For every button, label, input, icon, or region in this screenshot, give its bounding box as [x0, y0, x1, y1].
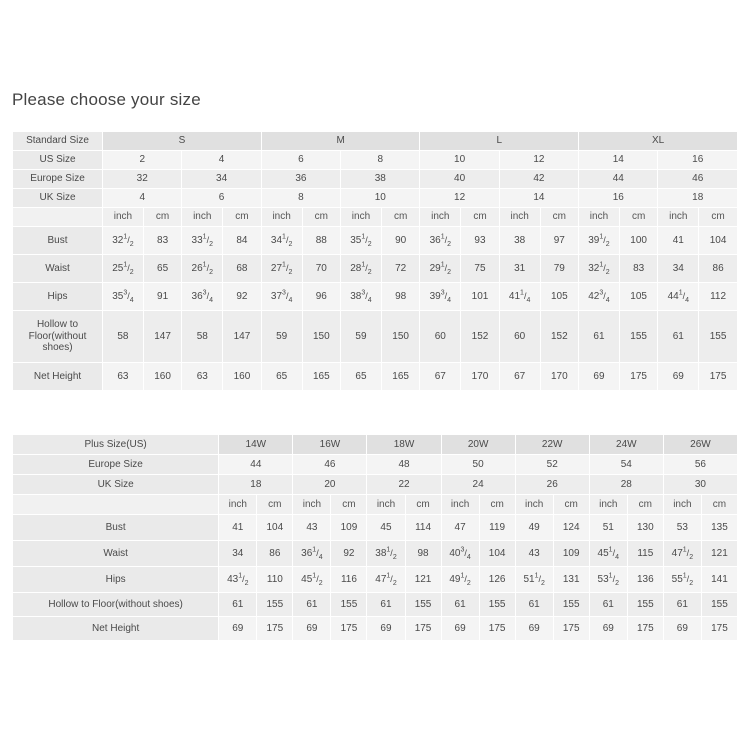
net-height-cell: 175 — [553, 617, 589, 641]
europe-size-cell: 48 — [367, 455, 441, 475]
hollow-cell: 58 — [103, 311, 144, 363]
uk-size-cell: 20 — [293, 475, 367, 495]
row-label-europe-size: Europe Size — [13, 170, 103, 189]
bust-cell: 47 — [441, 515, 479, 541]
hollow-cell: 61 — [658, 311, 699, 363]
unit-cell: cm — [223, 208, 262, 227]
bust-cell: $39^1/_2$ — [579, 227, 620, 255]
uk-size-cell: 4 — [103, 189, 182, 208]
hollow-cell: 60 — [420, 311, 461, 363]
unit-cell: inch — [441, 495, 479, 515]
us-size-cell: 14 — [579, 151, 658, 170]
waist-cell: 65 — [143, 255, 182, 283]
row-label-plus-size: Plus Size(US) — [13, 435, 219, 455]
waist-cell: $45^1/_4$ — [589, 541, 627, 567]
unit-cell: inch — [103, 208, 144, 227]
us-size-cell: 16 — [658, 151, 738, 170]
uk-size-cell: 26 — [515, 475, 589, 495]
us-size-cell: 12 — [499, 151, 578, 170]
waist-cell: 79 — [540, 255, 579, 283]
waist-cell: $36^1/_4$ — [293, 541, 331, 567]
unit-cell: cm — [627, 495, 663, 515]
net-height-cell: 69 — [658, 363, 699, 391]
net-height-cell: 69 — [367, 617, 405, 641]
hollow-cell: 61 — [293, 593, 331, 617]
waist-cell: 34 — [658, 255, 699, 283]
net-height-cell: 160 — [223, 363, 262, 391]
uk-size-cell: 14 — [499, 189, 578, 208]
bust-cell: 45 — [367, 515, 405, 541]
bust-cell: 124 — [553, 515, 589, 541]
uk-size-cell: 12 — [420, 189, 499, 208]
net-height-cell: 170 — [540, 363, 579, 391]
table-row — [13, 567, 738, 593]
hips-cell: $49^1/_2$ — [441, 567, 479, 593]
waist-cell: 43 — [515, 541, 553, 567]
hollow-cell: 147 — [223, 311, 262, 363]
hips-cell: $51^1/_2$ — [515, 567, 553, 593]
bust-cell: 90 — [381, 227, 420, 255]
table-row — [13, 311, 738, 363]
table-row — [13, 515, 738, 541]
bust-cell: 114 — [405, 515, 441, 541]
hips-cell: $45^1/_2$ — [293, 567, 331, 593]
plus-size-cell: 22W — [515, 435, 589, 455]
table-row — [13, 170, 738, 189]
unit-cell: inch — [515, 495, 553, 515]
europe-size-cell: 46 — [658, 170, 738, 189]
hollow-cell: 61 — [219, 593, 257, 617]
uk-size-cell: 18 — [658, 189, 738, 208]
hips-cell: $35^3/_4$ — [103, 283, 144, 311]
unit-cell: inch — [658, 208, 699, 227]
europe-size-cell: 34 — [182, 170, 261, 189]
europe-size-cell: 44 — [579, 170, 658, 189]
unit-cell: cm — [553, 495, 589, 515]
row-label-hips: Hips — [13, 283, 103, 311]
net-height-cell: 165 — [381, 363, 420, 391]
waist-cell: 86 — [257, 541, 293, 567]
bust-cell: 88 — [302, 227, 341, 255]
unit-cell: cm — [540, 208, 579, 227]
net-height-cell: 175 — [257, 617, 293, 641]
bust-cell: 38 — [499, 227, 540, 255]
waist-cell: 68 — [223, 255, 262, 283]
uk-size-cell: 16 — [579, 189, 658, 208]
unit-cell: cm — [143, 208, 182, 227]
hips-cell: 141 — [701, 567, 737, 593]
table-row — [13, 435, 738, 455]
unit-cell: cm — [479, 495, 515, 515]
europe-size-cell: 36 — [261, 170, 340, 189]
hips-cell: 116 — [331, 567, 367, 593]
bust-cell: 41 — [658, 227, 699, 255]
table-row — [13, 151, 738, 170]
europe-size-cell: 44 — [219, 455, 293, 475]
unit-cell: inch — [182, 208, 223, 227]
page-title: Please choose your size — [12, 90, 201, 109]
hips-cell: 92 — [223, 283, 262, 311]
row-label-bust: Bust — [13, 227, 103, 255]
waist-cell: 75 — [461, 255, 500, 283]
hips-cell: 131 — [553, 567, 589, 593]
bust-cell: 135 — [701, 515, 737, 541]
hollow-cell: 150 — [302, 311, 341, 363]
uk-size-cell: 22 — [367, 475, 441, 495]
plus-size-cell: 16W — [293, 435, 367, 455]
net-height-cell: 175 — [405, 617, 441, 641]
plus-size-cell: 20W — [441, 435, 515, 455]
hips-cell: $47^1/_2$ — [367, 567, 405, 593]
bust-cell: $35^1/_2$ — [341, 227, 382, 255]
hollow-cell: 155 — [701, 593, 737, 617]
bust-cell: $36^1/_2$ — [420, 227, 461, 255]
table-row — [13, 617, 738, 641]
unit-cell: cm — [405, 495, 441, 515]
hollow-cell: 60 — [499, 311, 540, 363]
hollow-cell: 61 — [441, 593, 479, 617]
net-height-cell: 69 — [589, 617, 627, 641]
unit-cell: cm — [302, 208, 341, 227]
hips-cell: 96 — [302, 283, 341, 311]
europe-size-cell: 42 — [499, 170, 578, 189]
group-l: L — [420, 132, 579, 151]
table-row — [13, 475, 738, 495]
group-m: M — [261, 132, 420, 151]
unit-cell: cm — [381, 208, 420, 227]
hollow-cell: 61 — [663, 593, 701, 617]
bust-cell: 49 — [515, 515, 553, 541]
hips-cell: 98 — [381, 283, 420, 311]
row-label-europe-size: Europe Size — [13, 455, 219, 475]
bust-cell: 93 — [461, 227, 500, 255]
unit-cell: inch — [261, 208, 302, 227]
net-height-cell: 165 — [302, 363, 341, 391]
uk-size-cell: 8 — [261, 189, 340, 208]
europe-size-cell: 54 — [589, 455, 663, 475]
europe-size-cell: 56 — [663, 455, 737, 475]
hollow-cell: 61 — [515, 593, 553, 617]
hollow-cell: 155 — [405, 593, 441, 617]
table-row — [13, 363, 738, 391]
waist-cell: 104 — [479, 541, 515, 567]
bust-cell: 83 — [143, 227, 182, 255]
row-label-uk-size: UK Size — [13, 189, 103, 208]
unit-cell: inch — [579, 208, 620, 227]
bust-cell: 53 — [663, 515, 701, 541]
net-height-cell: 175 — [699, 363, 738, 391]
plus-size-cell: 24W — [589, 435, 663, 455]
hollow-cell: 61 — [579, 311, 620, 363]
hips-cell: $43^1/_2$ — [219, 567, 257, 593]
unit-cell: cm — [701, 495, 737, 515]
unit-cell: inch — [589, 495, 627, 515]
hips-cell: 105 — [619, 283, 658, 311]
waist-cell: $29^1/_2$ — [420, 255, 461, 283]
waist-cell: 86 — [699, 255, 738, 283]
waist-cell: $47^1/_2$ — [663, 541, 701, 567]
waist-cell: 72 — [381, 255, 420, 283]
row-label-us-size: US Size — [13, 151, 103, 170]
unit-cell: inch — [663, 495, 701, 515]
row-label-waist: Waist — [13, 255, 103, 283]
bust-cell: 51 — [589, 515, 627, 541]
europe-size-cell: 38 — [341, 170, 420, 189]
hollow-cell: 155 — [553, 593, 589, 617]
hollow-cell: 58 — [182, 311, 223, 363]
us-size-cell: 4 — [182, 151, 261, 170]
table-row — [13, 593, 738, 617]
net-height-cell: 175 — [479, 617, 515, 641]
waist-cell: 70 — [302, 255, 341, 283]
waist-cell: $32^1/_2$ — [579, 255, 620, 283]
hollow-cell: 155 — [699, 311, 738, 363]
standard-size-table — [12, 131, 738, 391]
row-label-hollow-to-floor: Hollow to Floor(without shoes) — [13, 311, 103, 363]
table-row — [13, 208, 738, 227]
europe-size-cell: 40 — [420, 170, 499, 189]
bust-cell: 41 — [219, 515, 257, 541]
net-height-cell: 175 — [619, 363, 658, 391]
uk-size-cell: 18 — [219, 475, 293, 495]
waist-cell: $28^1/_2$ — [341, 255, 382, 283]
hips-cell: 126 — [479, 567, 515, 593]
uk-size-cell: 30 — [663, 475, 737, 495]
europe-size-cell: 52 — [515, 455, 589, 475]
table-row — [13, 227, 738, 255]
net-height-cell: 63 — [103, 363, 144, 391]
hips-cell: $36^3/_4$ — [182, 283, 223, 311]
net-height-cell: 65 — [341, 363, 382, 391]
hips-cell: $42^3/_4$ — [579, 283, 620, 311]
hips-cell: 112 — [699, 283, 738, 311]
table-row — [13, 132, 738, 151]
table-row — [13, 541, 738, 567]
hips-cell: $41^1/_4$ — [499, 283, 540, 311]
plus-size-cell: 18W — [367, 435, 441, 455]
unit-cell: cm — [619, 208, 658, 227]
unit-cell: cm — [699, 208, 738, 227]
plus-size-table — [12, 434, 738, 641]
europe-size-cell: 46 — [293, 455, 367, 475]
waist-cell: 121 — [701, 541, 737, 567]
europe-size-cell: 50 — [441, 455, 515, 475]
bust-cell: 104 — [699, 227, 738, 255]
table-row — [13, 283, 738, 311]
us-size-cell: 6 — [261, 151, 340, 170]
bust-cell: 104 — [257, 515, 293, 541]
hips-cell: 105 — [540, 283, 579, 311]
hollow-cell: 155 — [479, 593, 515, 617]
bust-cell: 109 — [331, 515, 367, 541]
hollow-cell: 150 — [381, 311, 420, 363]
bust-cell: $32^1/_2$ — [103, 227, 144, 255]
waist-cell: $27^1/_2$ — [261, 255, 302, 283]
net-height-cell: 170 — [461, 363, 500, 391]
bust-cell: $34^1/_2$ — [261, 227, 302, 255]
plus-size-cell: 14W — [219, 435, 293, 455]
net-height-cell: 175 — [701, 617, 737, 641]
hollow-cell: 155 — [627, 593, 663, 617]
uk-size-cell: 24 — [441, 475, 515, 495]
bust-cell: 43 — [293, 515, 331, 541]
net-height-cell: 69 — [219, 617, 257, 641]
hips-cell: 101 — [461, 283, 500, 311]
net-height-cell: 175 — [627, 617, 663, 641]
us-size-cell: 2 — [103, 151, 182, 170]
row-label-net-height: Net Height — [13, 363, 103, 391]
unit-cell: cm — [257, 495, 293, 515]
hips-cell: $38^3/_4$ — [341, 283, 382, 311]
hollow-cell: 152 — [461, 311, 500, 363]
row-label-hollow-to-floor: Hollow to Floor(without shoes) — [13, 593, 219, 617]
waist-cell: $40^3/_4$ — [441, 541, 479, 567]
net-height-cell: 160 — [143, 363, 182, 391]
hips-cell: $53^1/_2$ — [589, 567, 627, 593]
unit-cell: inch — [293, 495, 331, 515]
plus-size-cell: 26W — [663, 435, 737, 455]
bust-cell: 130 — [627, 515, 663, 541]
hollow-cell: 59 — [261, 311, 302, 363]
row-label-waist: Waist — [13, 541, 219, 567]
group-s: S — [103, 132, 262, 151]
net-height-cell: 69 — [293, 617, 331, 641]
table-row — [13, 189, 738, 208]
hollow-cell: 155 — [257, 593, 293, 617]
hollow-cell: 155 — [331, 593, 367, 617]
group-xl: XL — [579, 132, 738, 151]
net-height-cell: 69 — [663, 617, 701, 641]
unit-cell: inch — [219, 495, 257, 515]
bust-cell: $33^1/_2$ — [182, 227, 223, 255]
hollow-cell: 59 — [341, 311, 382, 363]
bust-cell: 84 — [223, 227, 262, 255]
table-row — [13, 495, 738, 515]
waist-cell: 34 — [219, 541, 257, 567]
hollow-cell: 152 — [540, 311, 579, 363]
waist-cell: 83 — [619, 255, 658, 283]
unit-cell: inch — [499, 208, 540, 227]
hips-cell: 136 — [627, 567, 663, 593]
unit-cell: inch — [341, 208, 382, 227]
waist-cell: 115 — [627, 541, 663, 567]
row-label-standard-size: Standard Size — [13, 132, 103, 151]
table-row — [13, 255, 738, 283]
uk-size-cell: 6 — [182, 189, 261, 208]
waist-cell: 109 — [553, 541, 589, 567]
hollow-cell: 147 — [143, 311, 182, 363]
unit-cell: inch — [367, 495, 405, 515]
hips-cell: $44^1/_4$ — [658, 283, 699, 311]
hips-cell: $39^3/_4$ — [420, 283, 461, 311]
row-label-hips: Hips — [13, 567, 219, 593]
net-height-cell: 67 — [420, 363, 461, 391]
net-height-cell: 65 — [261, 363, 302, 391]
net-height-cell: 69 — [441, 617, 479, 641]
us-size-cell: 8 — [341, 151, 420, 170]
us-size-cell: 10 — [420, 151, 499, 170]
unit-row-label — [13, 495, 219, 515]
waist-cell: $26^1/_2$ — [182, 255, 223, 283]
waist-cell: 31 — [499, 255, 540, 283]
hollow-cell: 61 — [589, 593, 627, 617]
bust-cell: 119 — [479, 515, 515, 541]
unit-cell: inch — [420, 208, 461, 227]
table-row — [13, 455, 738, 475]
net-height-cell: 69 — [579, 363, 620, 391]
hollow-cell: 155 — [619, 311, 658, 363]
bust-cell: 97 — [540, 227, 579, 255]
hollow-cell: 61 — [367, 593, 405, 617]
waist-cell: $38^1/_2$ — [367, 541, 405, 567]
waist-cell: 92 — [331, 541, 367, 567]
row-label-uk-size: UK Size — [13, 475, 219, 495]
uk-size-cell: 28 — [589, 475, 663, 495]
hips-cell: $55^1/_2$ — [663, 567, 701, 593]
hips-cell: 121 — [405, 567, 441, 593]
net-height-cell: 69 — [515, 617, 553, 641]
net-height-cell: 67 — [499, 363, 540, 391]
hips-cell: $37^3/_4$ — [261, 283, 302, 311]
waist-cell: 98 — [405, 541, 441, 567]
hips-cell: 110 — [257, 567, 293, 593]
row-label-net-height: Net Height — [13, 617, 219, 641]
unit-cell: cm — [461, 208, 500, 227]
unit-cell: cm — [331, 495, 367, 515]
net-height-cell: 63 — [182, 363, 223, 391]
unit-row-label — [13, 208, 103, 227]
net-height-cell: 175 — [331, 617, 367, 641]
hips-cell: 91 — [143, 283, 182, 311]
row-label-bust: Bust — [13, 515, 219, 541]
waist-cell: $25^1/_2$ — [103, 255, 144, 283]
europe-size-cell: 32 — [103, 170, 182, 189]
uk-size-cell: 10 — [341, 189, 420, 208]
bust-cell: 100 — [619, 227, 658, 255]
